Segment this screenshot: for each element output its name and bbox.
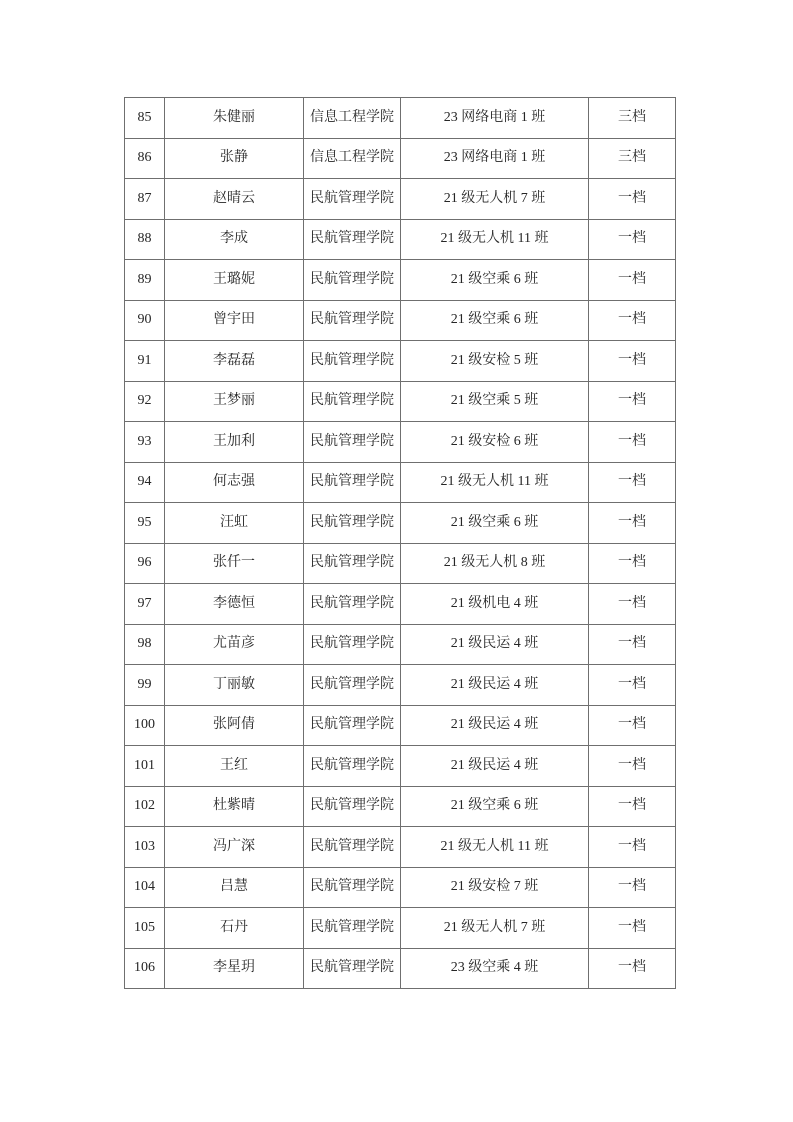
- class-cell: 21 级无人机 8 班: [401, 543, 589, 584]
- college-cell: 信息工程学院: [304, 98, 401, 139]
- row-number-cell: 106: [125, 948, 165, 989]
- table-body: [125, 98, 676, 989]
- level-cell: 一档: [589, 462, 676, 503]
- class-cell: 21 级空乘 6 班: [401, 300, 589, 341]
- level-cell: 三档: [589, 138, 676, 179]
- row-number-cell: 90: [125, 300, 165, 341]
- class-cell: 21 级民运 4 班: [401, 746, 589, 787]
- college-cell: 民航管理学院: [304, 665, 401, 706]
- level-cell: 一档: [589, 827, 676, 868]
- level-cell: 一档: [589, 867, 676, 908]
- student-name-cell: 李星玥: [165, 948, 304, 989]
- class-cell: 21 级安检 5 班: [401, 341, 589, 382]
- student-name-cell: 张阿倩: [165, 705, 304, 746]
- table-row: [125, 908, 676, 949]
- student-name-cell: 王梦丽: [165, 381, 304, 422]
- student-name-cell: 何志强: [165, 462, 304, 503]
- level-cell: 一档: [589, 908, 676, 949]
- college-cell: 民航管理学院: [304, 381, 401, 422]
- row-number-cell: 87: [125, 179, 165, 220]
- level-cell: 一档: [589, 584, 676, 625]
- student-name-cell: 丁丽敏: [165, 665, 304, 706]
- level-cell: 一档: [589, 786, 676, 827]
- college-cell: 民航管理学院: [304, 422, 401, 463]
- table-row: [125, 300, 676, 341]
- table-row: [125, 786, 676, 827]
- college-cell: 民航管理学院: [304, 300, 401, 341]
- row-number-cell: 98: [125, 624, 165, 665]
- table-row: [125, 705, 676, 746]
- college-cell: 民航管理学院: [304, 503, 401, 544]
- row-number-cell: 99: [125, 665, 165, 706]
- row-number-cell: 85: [125, 98, 165, 139]
- student-name-cell: 汪虹: [165, 503, 304, 544]
- college-cell: 民航管理学院: [304, 543, 401, 584]
- row-number-cell: 93: [125, 422, 165, 463]
- table-row: [125, 584, 676, 625]
- student-name-cell: 张静: [165, 138, 304, 179]
- class-cell: 21 级民运 4 班: [401, 624, 589, 665]
- row-number-cell: 100: [125, 705, 165, 746]
- college-cell: 民航管理学院: [304, 341, 401, 382]
- class-cell: 21 级空乘 6 班: [401, 503, 589, 544]
- table-row: [125, 422, 676, 463]
- table-row: [125, 827, 676, 868]
- table-row: [125, 138, 676, 179]
- row-number-cell: 104: [125, 867, 165, 908]
- student-level-table: [124, 97, 676, 989]
- row-number-cell: 105: [125, 908, 165, 949]
- level-cell: 一档: [589, 260, 676, 301]
- student-name-cell: 李德恒: [165, 584, 304, 625]
- table-row: [125, 543, 676, 584]
- class-cell: 23 网络电商 1 班: [401, 98, 589, 139]
- level-cell: 一档: [589, 341, 676, 382]
- class-cell: 21 级安检 7 班: [401, 867, 589, 908]
- row-number-cell: 102: [125, 786, 165, 827]
- level-cell: 一档: [589, 948, 676, 989]
- student-name-cell: 李成: [165, 219, 304, 260]
- student-name-cell: 张仟一: [165, 543, 304, 584]
- row-number-cell: 86: [125, 138, 165, 179]
- level-cell: 一档: [589, 503, 676, 544]
- class-cell: 21 级无人机 11 班: [401, 219, 589, 260]
- class-cell: 23 级空乘 4 班: [401, 948, 589, 989]
- level-cell: 一档: [589, 746, 676, 787]
- college-cell: 民航管理学院: [304, 948, 401, 989]
- class-cell: 21 级安检 6 班: [401, 422, 589, 463]
- college-cell: 民航管理学院: [304, 705, 401, 746]
- student-name-cell: 杜紫晴: [165, 786, 304, 827]
- level-cell: 三档: [589, 98, 676, 139]
- college-cell: 民航管理学院: [304, 827, 401, 868]
- student-name-cell: 王红: [165, 746, 304, 787]
- level-cell: 一档: [589, 300, 676, 341]
- college-cell: 信息工程学院: [304, 138, 401, 179]
- level-cell: 一档: [589, 543, 676, 584]
- table-row: [125, 462, 676, 503]
- table-row: [125, 381, 676, 422]
- student-name-cell: 王加利: [165, 422, 304, 463]
- row-number-cell: 89: [125, 260, 165, 301]
- class-cell: 21 级无人机 7 班: [401, 179, 589, 220]
- row-number-cell: 96: [125, 543, 165, 584]
- level-cell: 一档: [589, 422, 676, 463]
- college-cell: 民航管理学院: [304, 746, 401, 787]
- class-cell: 21 级无人机 11 班: [401, 827, 589, 868]
- table-row: [125, 746, 676, 787]
- table-row: [125, 219, 676, 260]
- college-cell: 民航管理学院: [304, 624, 401, 665]
- college-cell: 民航管理学院: [304, 462, 401, 503]
- level-cell: 一档: [589, 705, 676, 746]
- row-number-cell: 101: [125, 746, 165, 787]
- class-cell: 21 级空乘 6 班: [401, 786, 589, 827]
- level-cell: 一档: [589, 381, 676, 422]
- level-cell: 一档: [589, 219, 676, 260]
- row-number-cell: 103: [125, 827, 165, 868]
- table-row: [125, 867, 676, 908]
- row-number-cell: 95: [125, 503, 165, 544]
- student-name-cell: 朱健丽: [165, 98, 304, 139]
- table-row: [125, 503, 676, 544]
- table-row: [125, 665, 676, 706]
- level-cell: 一档: [589, 179, 676, 220]
- student-name-cell: 曾宇田: [165, 300, 304, 341]
- class-cell: 21 级无人机 7 班: [401, 908, 589, 949]
- class-cell: 23 网络电商 1 班: [401, 138, 589, 179]
- row-number-cell: 97: [125, 584, 165, 625]
- class-cell: 21 级无人机 11 班: [401, 462, 589, 503]
- student-name-cell: 尤苗彦: [165, 624, 304, 665]
- table-row: [125, 260, 676, 301]
- class-cell: 21 级机电 4 班: [401, 584, 589, 625]
- student-name-cell: 王璐妮: [165, 260, 304, 301]
- row-number-cell: 94: [125, 462, 165, 503]
- college-cell: 民航管理学院: [304, 260, 401, 301]
- table-row: [125, 98, 676, 139]
- student-name-cell: 吕慧: [165, 867, 304, 908]
- student-name-cell: 李磊磊: [165, 341, 304, 382]
- college-cell: 民航管理学院: [304, 867, 401, 908]
- row-number-cell: 92: [125, 381, 165, 422]
- table-row: [125, 624, 676, 665]
- table-row: [125, 948, 676, 989]
- table-row: [125, 179, 676, 220]
- level-cell: 一档: [589, 665, 676, 706]
- row-number-cell: 91: [125, 341, 165, 382]
- college-cell: 民航管理学院: [304, 908, 401, 949]
- college-cell: 民航管理学院: [304, 219, 401, 260]
- college-cell: 民航管理学院: [304, 584, 401, 625]
- class-cell: 21 级民运 4 班: [401, 665, 589, 706]
- class-cell: 21 级空乘 5 班: [401, 381, 589, 422]
- student-name-cell: 赵晴云: [165, 179, 304, 220]
- college-cell: 民航管理学院: [304, 179, 401, 220]
- row-number-cell: 88: [125, 219, 165, 260]
- class-cell: 21 级空乘 6 班: [401, 260, 589, 301]
- table-row: [125, 341, 676, 382]
- student-name-cell: 石丹: [165, 908, 304, 949]
- level-cell: 一档: [589, 624, 676, 665]
- student-name-cell: 冯广深: [165, 827, 304, 868]
- class-cell: 21 级民运 4 班: [401, 705, 589, 746]
- college-cell: 民航管理学院: [304, 786, 401, 827]
